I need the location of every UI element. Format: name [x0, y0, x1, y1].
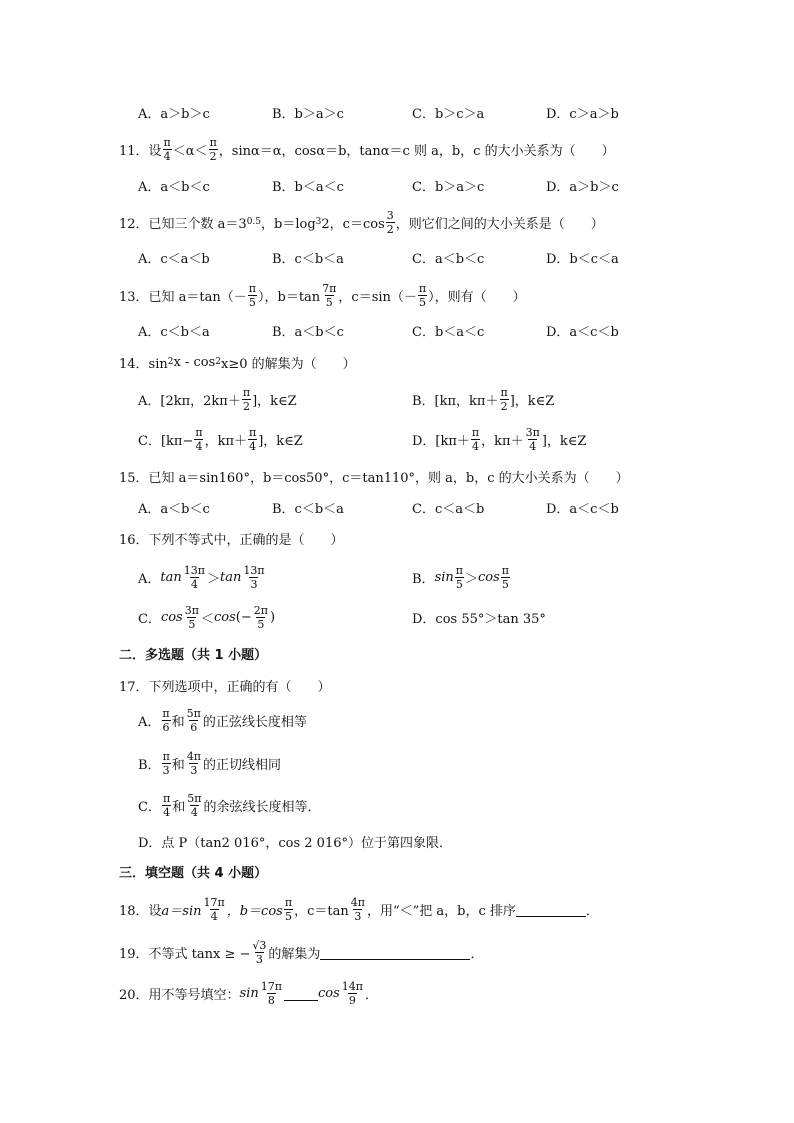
- q10-option-a[interactable]: A．a＞b＞c: [138, 106, 210, 122]
- q12-rest: ，则它们之间的大小关系是（ ）: [395, 216, 604, 232]
- q18-b-eq: ，b＝cos: [226, 903, 283, 919]
- q18-a-eq: a＝sin: [161, 903, 202, 919]
- q11-option-c[interactable]: C．b＞a＞c: [412, 179, 485, 195]
- q16-option-c[interactable]: [138, 602, 275, 632]
- frac-pi-5: $\frac{\pi}{5}$: [248, 281, 257, 309]
- q14-sq2: 2: [215, 357, 221, 367]
- frac-pi-4: $\frac{\pi}{4}$: [195, 425, 203, 453]
- q20-sin: sin: [239, 985, 259, 1001]
- q14-stem: [119, 347, 356, 377]
- q11-stem: [119, 134, 615, 164]
- q11-rest: ，sinα＝α，cosα＝b，tanα＝c 则 a，b，c 的大小关系为（ ）: [218, 143, 615, 159]
- q10-option-b[interactable]: B．b＞a＞c: [272, 106, 344, 122]
- q13-prefix: 13．已知 a＝tan（－: [119, 289, 247, 305]
- section-fill-blank-heading: 三．填空题（共 4 小题）: [119, 865, 268, 881]
- q14-sq1: 2: [167, 357, 174, 367]
- q14-c-pre: C．[kπ−: [138, 433, 194, 449]
- q12-mid2: 2，c＝cos: [321, 216, 385, 232]
- q20-end: ．: [365, 987, 379, 1003]
- q14-text-c: x≥0 的解集为（ ）: [221, 356, 356, 372]
- q14-option-d[interactable]: [412, 424, 586, 454]
- q16-option-b[interactable]: [412, 562, 511, 592]
- q14-option-c[interactable]: [138, 424, 303, 454]
- q13-option-b[interactable]: B．a＜b＜c: [272, 324, 344, 340]
- frac-pi-4b: $\frac{\pi}{4}$: [249, 425, 257, 453]
- frac-pi-6: $\frac{\pi}{6}$: [162, 706, 170, 734]
- q17-option-c[interactable]: [138, 790, 320, 820]
- frac-7pi-5: $\frac{7\pi}{5}$: [322, 281, 337, 309]
- q15-stem: 15．已知 a＝sin160°，b＝cos50°，c＝tan110°，则 a，b，c 的大小关系为（ ）: [119, 470, 629, 486]
- q12-option-a[interactable]: A．c＜a＜b: [138, 251, 210, 267]
- frac-pi-2: $\frac{\pi}{2}$: [242, 385, 251, 413]
- q16-stem: 16．下列不等式中，正确的是（ ）: [119, 532, 344, 548]
- q19-pre: 19．不等式 tanx ≥ −: [119, 946, 251, 962]
- q11-num: 11．设: [119, 143, 162, 159]
- q17-b-and: 和: [171, 757, 185, 773]
- frac-pi-2: $\frac{\pi}{2}$: [500, 385, 508, 413]
- frac-pi-5b: $\frac{\pi}{5}$: [418, 281, 427, 309]
- frac-17pi-4: $\frac{17\pi}{4}$: [203, 895, 225, 923]
- frac-pi-3: $\frac{\pi}{3}$: [162, 749, 170, 777]
- q17-a-pre: A．: [138, 714, 161, 730]
- q16-c-close: ): [269, 609, 276, 625]
- q17-b-post: 的正切线相同: [203, 757, 282, 773]
- q17-c-and: 和: [172, 799, 186, 815]
- q17-option-b[interactable]: [138, 748, 281, 778]
- q10-option-d[interactable]: D．c＞a＞b: [546, 106, 619, 122]
- q17-stem: 17．下列选项中，正确的有（ ）: [119, 679, 331, 695]
- frac-pi-4: $\frac{\pi}{4}$: [163, 135, 171, 163]
- q11-option-a[interactable]: A．a＜b＜c: [138, 179, 210, 195]
- frac-2pi-5: $\frac{2\pi}{5}$: [253, 603, 268, 631]
- q12-mid1: ，b＝log: [261, 216, 316, 232]
- frac-5pi-4: $\frac{5\pi}{4}$: [187, 791, 202, 819]
- q12-sub: 3: [315, 217, 322, 227]
- q13-stem: [119, 280, 526, 310]
- q17-a-and: 和: [171, 714, 185, 730]
- q20-pre: 20．用不等号填空：: [119, 987, 240, 1003]
- q20-stem: [119, 978, 378, 1008]
- q12-prefix: 12．已知三个数 a＝3: [119, 216, 247, 232]
- q18-rest: ，用“＜”把 a，b，c 排序: [366, 903, 516, 919]
- q12-option-b[interactable]: B．c＜b＜a: [272, 251, 344, 267]
- q17-option-a[interactable]: [138, 705, 307, 735]
- q12-stem: [119, 207, 604, 237]
- q16-option-d[interactable]: D．cos 55°＞tan 35°: [412, 611, 546, 627]
- q14-b-post: ]，k∈Z: [509, 393, 555, 409]
- q20-cos: cos: [317, 985, 340, 1001]
- q16-a-tan1: tan: [160, 569, 182, 585]
- q11-option-d[interactable]: D．a＞b＞c: [546, 179, 619, 195]
- frac-14pi-9: $\frac{14\pi}{9}$: [341, 979, 363, 1007]
- q16-a-gt: ＞: [206, 571, 220, 587]
- frac-13pi-4: $\frac{13\pi}{4}$: [183, 563, 205, 591]
- q16-c-open: (−: [235, 609, 252, 625]
- q13-option-d[interactable]: D．a＜c＜b: [546, 324, 619, 340]
- q14-d-post: ]，k∈Z: [541, 433, 587, 449]
- q17-a-post: 的正弦线长度相等: [202, 714, 307, 730]
- q13-rest: ），则有（ ）: [428, 289, 526, 305]
- q18-pre: 18．设: [119, 903, 162, 919]
- q14-a-pre: A．[2kπ，2kπ＋: [138, 393, 241, 409]
- frac-3-2: $\frac{3}{2}$: [386, 208, 394, 236]
- q16-a-pre: A．: [138, 571, 161, 587]
- frac-17pi-8: $\frac{17\pi}{8}$: [260, 979, 282, 1007]
- q19-rest: 的解集为: [268, 946, 321, 962]
- frac-5pi-6: $\frac{5\pi}{6}$: [186, 706, 201, 734]
- q19-answer-blank[interactable]: [320, 945, 470, 960]
- q17-b-pre: B．: [138, 757, 161, 773]
- q20-answer-blank[interactable]: [284, 986, 318, 1001]
- q17-c-post: 的余弦线长度相等．: [203, 799, 321, 815]
- q16-b-sin: sin: [434, 569, 454, 585]
- q14-c-post: ]，k∈Z: [258, 433, 303, 449]
- frac-3pi-5: $\frac{3\pi}{5}$: [184, 603, 199, 631]
- q14-option-b[interactable]: [412, 384, 554, 414]
- q13-option-a[interactable]: A．c＜b＜a: [138, 324, 210, 340]
- q16-b-pre: B．: [412, 571, 435, 587]
- q17-c-pre: C．: [138, 799, 161, 815]
- q19-stem: [119, 937, 483, 967]
- q18-answer-blank[interactable]: [516, 902, 586, 917]
- frac-pi-5: $\frac{\pi}{5}$: [455, 563, 463, 591]
- q16-c-cos1: cos: [160, 609, 183, 625]
- q14-b-pre: B．[kπ，kπ＋: [412, 393, 499, 409]
- q15-option-b[interactable]: B．c＜b＜a: [272, 501, 344, 517]
- frac-3pi-4: $\frac{3\pi}{4}$: [525, 425, 540, 453]
- q14-text-b: x - cos: [173, 354, 216, 370]
- q13-option-c[interactable]: C．b＜a＜c: [412, 324, 485, 340]
- q16-option-a[interactable]: [138, 562, 267, 592]
- q16-b-gt: ＞: [465, 571, 479, 587]
- q17-option-d[interactable]: D．点 P（tan2 016°，cos 2 016°）位于第四象限．: [138, 835, 452, 851]
- q11-mid: ＜α＜: [172, 143, 208, 159]
- q18-end: ．: [585, 903, 599, 919]
- q15-option-a[interactable]: A．a＜b＜c: [138, 501, 210, 517]
- q11-option-b[interactable]: B．b＜a＜c: [272, 179, 344, 195]
- q13-mid2: ，c＝sin（－: [338, 289, 417, 305]
- q14-text-a: 14．sin: [119, 356, 168, 372]
- q16-b-cos: cos: [478, 569, 500, 585]
- q18-c-eq: ，c＝tan: [294, 903, 349, 919]
- q18-stem: [119, 894, 599, 924]
- q14-option-a[interactable]: [138, 384, 297, 414]
- q16-c-lt: ＜: [200, 611, 214, 627]
- q15-option-d[interactable]: D．a＜c＜b: [546, 501, 619, 517]
- frac-pi-5: $\frac{\pi}{5}$: [284, 895, 293, 923]
- frac-sqrt3-3: $\frac{√3}{3}$: [252, 938, 267, 966]
- frac-4pi-3: $\frac{4\pi}{3}$: [350, 895, 365, 923]
- section-multi-choice-heading: 二．多选题（共 1 小题）: [119, 647, 268, 663]
- q10-option-c[interactable]: C．b＞c＞a: [412, 106, 485, 122]
- q13-mid1: ），b＝tan: [258, 289, 321, 305]
- q15-option-c[interactable]: C．c＜a＜b: [412, 501, 485, 517]
- q14-c-mid: ，kπ＋: [204, 433, 247, 449]
- frac-pi-2: $\frac{\pi}{2}$: [209, 135, 217, 163]
- q16-c-cos2: cos: [213, 609, 236, 625]
- q14-a-post: ]，k∈Z: [252, 393, 297, 409]
- q14-d-mid: ，kπ＋: [481, 433, 524, 449]
- frac-pi-4: $\frac{\pi}{4}$: [471, 425, 480, 453]
- q12-option-c[interactable]: C．a＜b＜c: [412, 251, 485, 267]
- frac-13pi-3: $\frac{13\pi}{3}$: [243, 563, 265, 591]
- frac-4pi-3: $\frac{4\pi}{3}$: [186, 749, 202, 777]
- q12-exp: 0.5: [246, 217, 262, 227]
- q12-option-d[interactable]: D．b＜c＜a: [546, 251, 619, 267]
- q14-d-pre: D．[kπ＋: [412, 433, 470, 449]
- frac-pi-4: $\frac{\pi}{4}$: [162, 791, 171, 819]
- q19-end: ．: [470, 946, 484, 962]
- q16-c-pre: C．: [138, 611, 161, 627]
- frac-pi-5b: $\frac{\pi}{5}$: [501, 563, 510, 591]
- q16-a-tan2: tan: [220, 569, 242, 585]
